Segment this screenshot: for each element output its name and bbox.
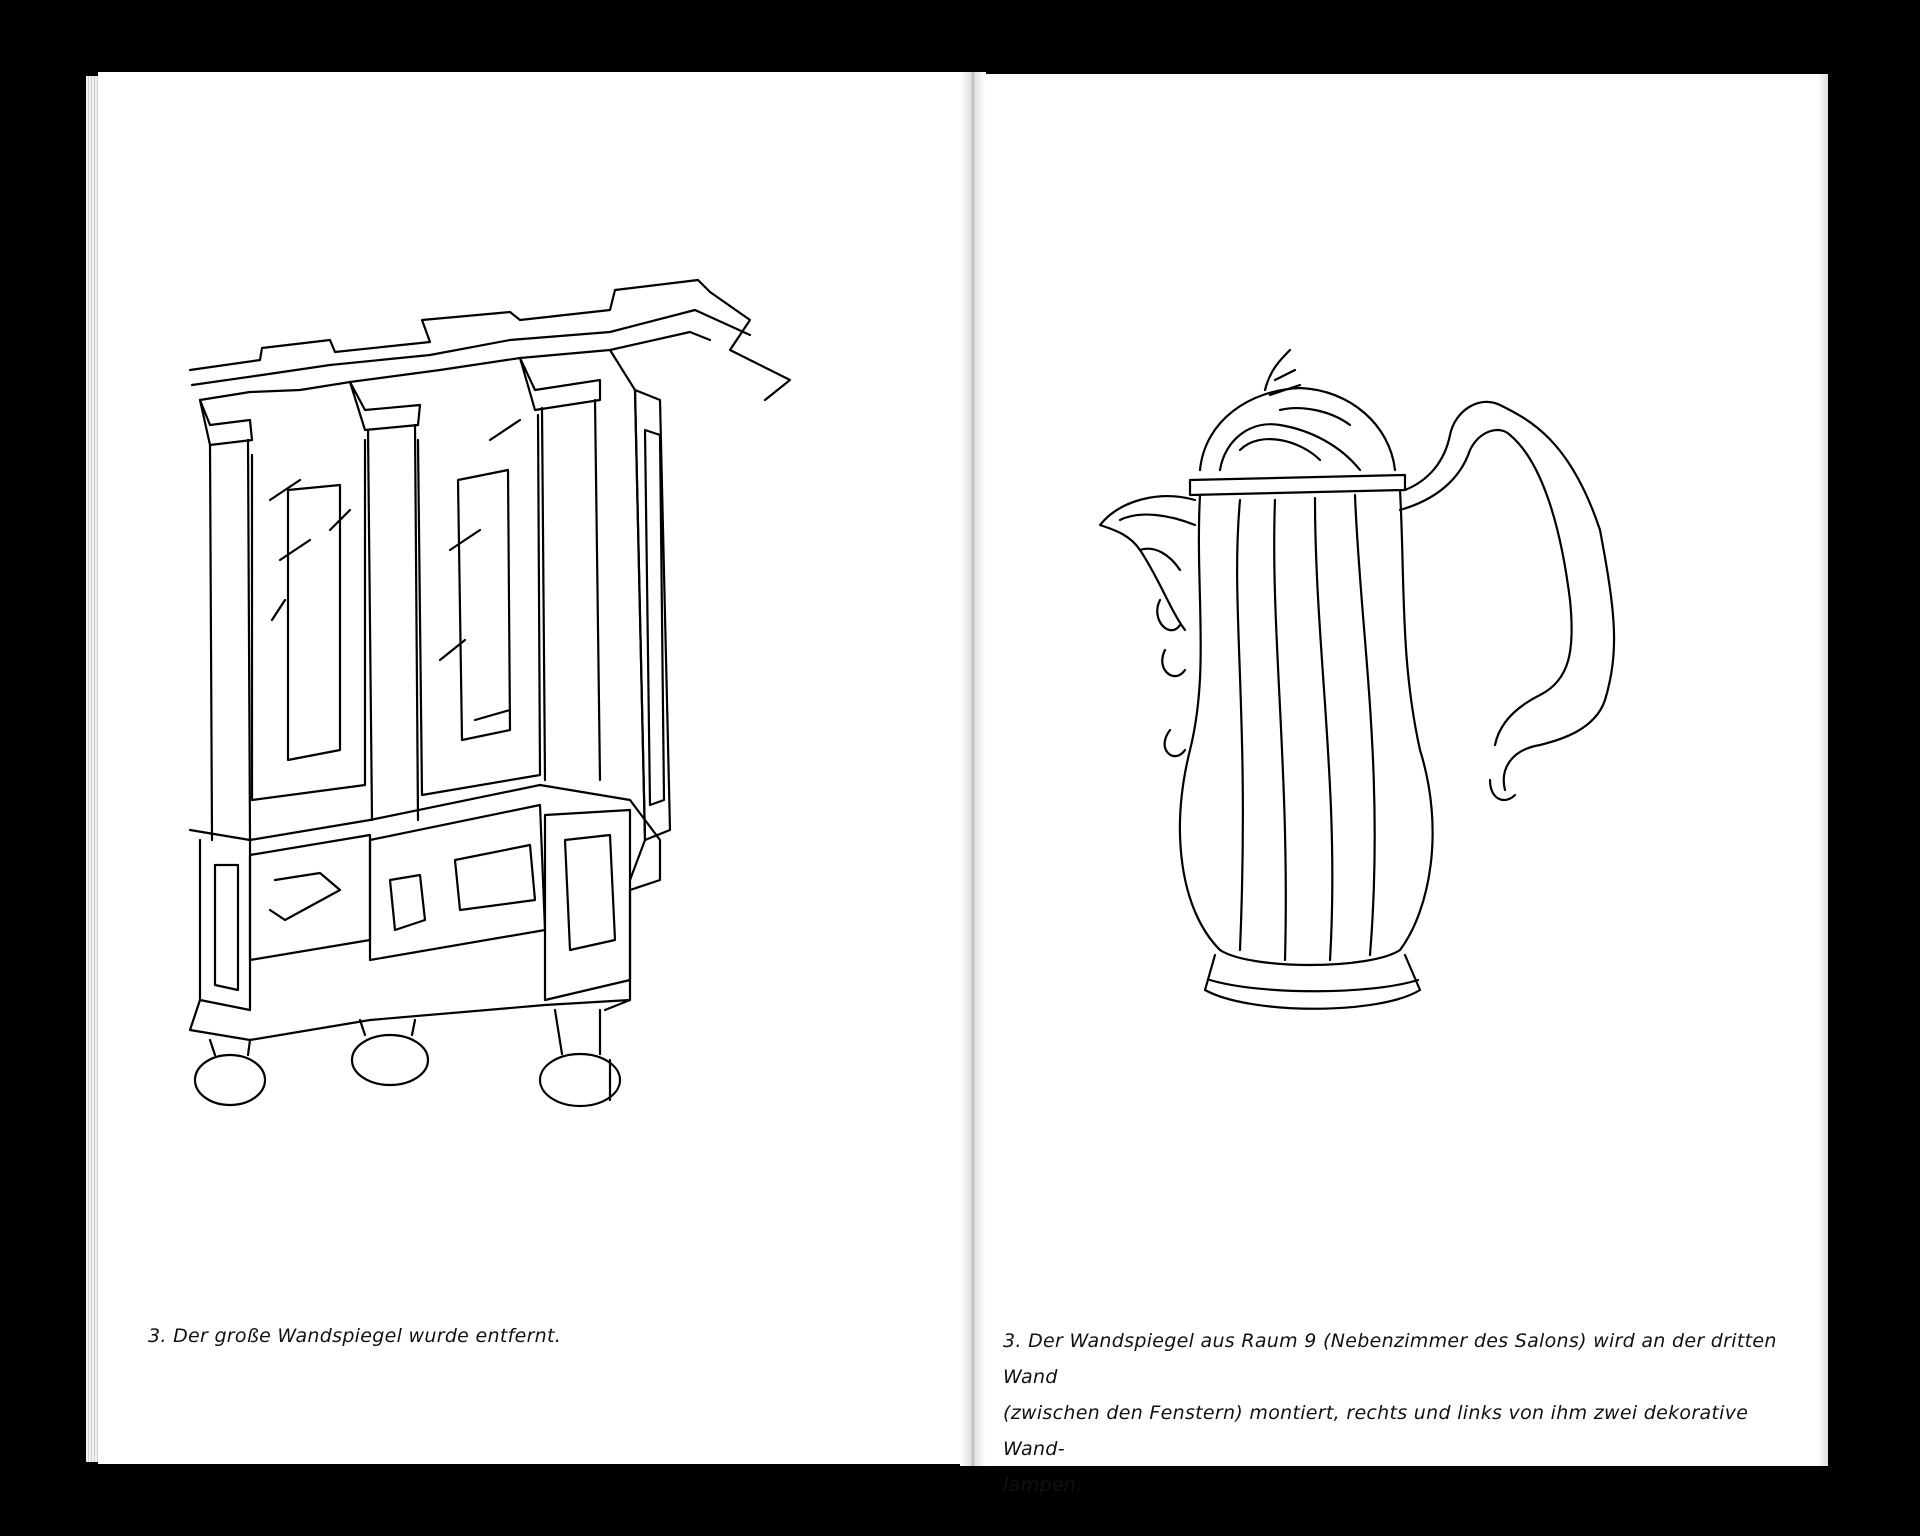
right-caption-line-2: (zwischen den Fenstern) montiert, rechts und links von ihm zwei dekorative Wand- (1003, 1402, 1749, 1460)
right-page-edge (1818, 74, 1828, 1466)
book-gutter (960, 72, 986, 1466)
right-caption-line-3: lampen. (1003, 1474, 1083, 1496)
coffeepot-drawing (1100, 350, 1660, 1050)
cabinet-drawing (190, 240, 890, 1140)
right-caption-line-1: 3. Der Wandspiegel aus Raum 9 (Nebenzimmer des Salons) wird an der dritten Wand (1003, 1330, 1777, 1388)
right-caption (1003, 1323, 1793, 1503)
left-caption-text: 3. Der große Wandspiegel wurde entfernt. (148, 1325, 562, 1347)
left-caption (148, 1318, 908, 1354)
